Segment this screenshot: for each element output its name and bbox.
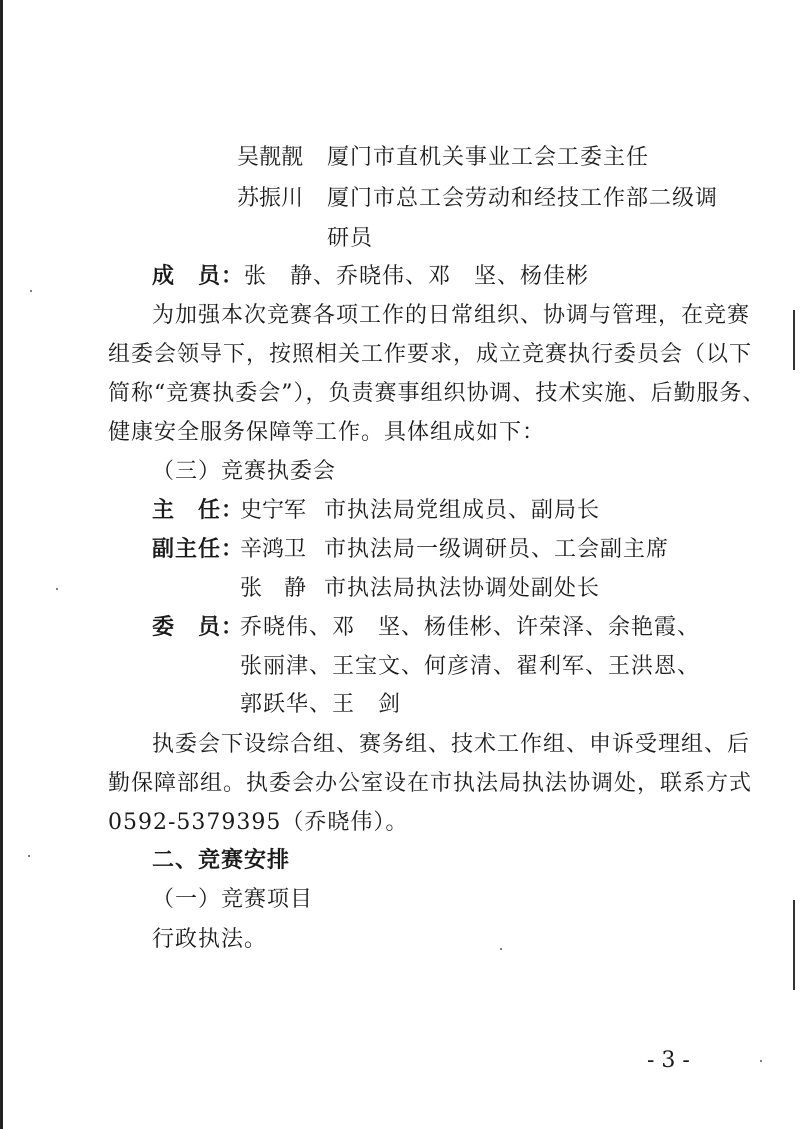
committee-row: [237, 143, 649, 173]
person-title: 市执法局党组成员、副局长: [324, 498, 601, 523]
paragraph-line: 为加强本次竞赛各项工作的日常组织、协调与管理，在竞赛: [152, 303, 751, 328]
paragraph-line: 健康安全服务保障等工作。具体组成如下：: [108, 420, 546, 445]
members-list-line: 张丽津、王宝文、何彦清、翟利军、王洪恩、: [240, 654, 701, 679]
scan-left-edge: [0, 0, 3, 1129]
scan-speck: [56, 588, 58, 590]
person-title: 市执法局一级调研员、工会副主席: [324, 537, 670, 562]
scan-right-edge-mark: [793, 900, 795, 990]
scan-speck: [760, 1060, 762, 1062]
scan-right-edge-mark: [793, 310, 795, 370]
paragraph-line: 简称“竞赛执委会”），负责赛事组织协调、技术实施、后勤服务、: [108, 381, 766, 406]
scan-speck: [30, 290, 32, 292]
item-text: 行政执法。: [152, 927, 268, 952]
members-label: 成 员：: [152, 264, 245, 289]
person-name: 张 静: [240, 576, 307, 601]
section-heading: （三）竞赛执委会: [152, 459, 337, 484]
person-title: 厦门市总工会劳动和经技工作部二级调: [327, 186, 719, 211]
paragraph-line: 勤保障部组。执委会办公室设在市执法局执法协调处，联系方式: [108, 771, 753, 796]
subsection-heading: （一）竞赛项目: [152, 887, 314, 912]
person-title: 市执法局执法协调处副处长: [324, 576, 601, 601]
scan-speck: [500, 948, 502, 950]
members-list-line: 乔晓伟、邓 坚、杨佳彬、许荣泽、余艳霞、: [240, 615, 701, 640]
exec-deputy-row: [152, 535, 669, 565]
exec-members-row: [152, 613, 700, 643]
exec-deputy-row: [240, 574, 600, 604]
page-number: - 3 -: [647, 1048, 690, 1073]
person-title-continued: 研员: [327, 226, 374, 251]
person-name: 史宁军: [240, 498, 307, 523]
committee-row: [237, 184, 718, 214]
scan-speck: [28, 855, 30, 857]
role-label: 副主任：: [152, 537, 245, 562]
person-name: 苏振川: [237, 186, 304, 211]
person-name: 吴靓靓: [237, 145, 304, 170]
section-two-heading: 二、竞赛安排: [152, 848, 291, 873]
person-title: 厦门市直机关事业工会工委主任: [327, 145, 650, 170]
members-list-line: 郭跃华、王 剑: [240, 692, 402, 717]
paragraph-line: 组委会领导下，按照相关工作要求，成立竞赛执行委员会（以下: [108, 342, 753, 367]
role-label: 委 员：: [152, 615, 245, 640]
members-value: 张 静、乔晓伟、邓 坚、杨佳彬: [244, 264, 590, 289]
person-name: 辛鸿卫: [240, 537, 307, 562]
role-label: 主 任：: [152, 498, 245, 523]
paragraph-line: 执委会下设综合组、赛务组、技术工作组、申诉受理组、后: [152, 732, 751, 757]
paragraph-line: 0592-5379395（乔晓伟）。: [108, 810, 409, 835]
exec-director-row: [152, 496, 600, 526]
members-row: [152, 262, 589, 292]
